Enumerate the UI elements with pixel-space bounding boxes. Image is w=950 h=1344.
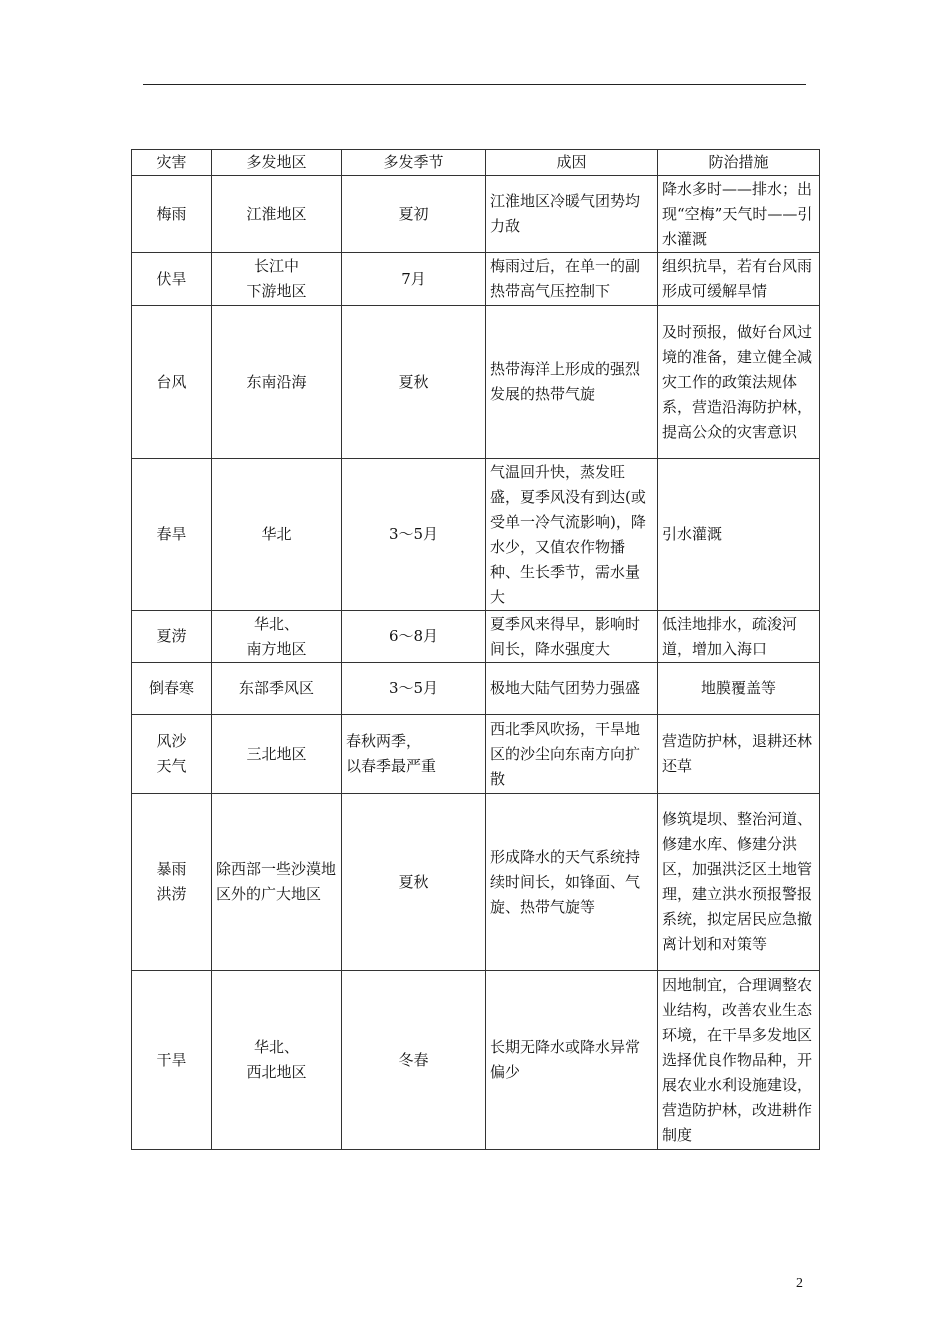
cause-cell: 江淮地区冷暖气团势均力敌: [486, 176, 658, 253]
region-cell: 华北: [212, 459, 342, 611]
measures-cell: 地膜覆盖等: [658, 663, 820, 715]
disaster-table: [131, 149, 820, 1150]
disaster-name-line: 天气: [156, 757, 187, 775]
region-line: 长江中: [253, 257, 299, 275]
table-row: [132, 253, 820, 306]
table-row: [132, 794, 820, 971]
table-row: [132, 611, 820, 663]
header-disaster: 灾害: [132, 150, 212, 176]
region-cell: 东部季风区: [212, 663, 342, 715]
disaster-name-line: 暴雨: [156, 860, 187, 878]
table-row: [132, 176, 820, 253]
header-region: 多发地区: [212, 150, 342, 176]
cause-cell: 形成降水的天气系统持续时间长，如锋面、气旋、热带气旋等: [486, 794, 658, 971]
disaster-name: 春旱: [132, 459, 212, 611]
measures-cell: 低洼地排水，疏浚河道，增加入海口: [658, 611, 820, 663]
header-measures: 防治措施: [658, 150, 820, 176]
table-row: [132, 715, 820, 794]
season-cell: 夏初: [342, 176, 486, 253]
season-cell: 夏秋: [342, 306, 486, 459]
season-cell: 6～8月: [342, 611, 486, 663]
disaster-name: 台风: [132, 306, 212, 459]
region-line: 华北、: [253, 614, 299, 633]
season-line: 以春季最严重: [346, 757, 437, 775]
season-cell: 3～5月: [342, 459, 486, 611]
table-row: [132, 663, 820, 715]
measures-cell: 营造防护林，退耕还林还草: [658, 715, 820, 794]
measures-cell: 降水多时——排水；出现“空梅”天气时——引水灌溉: [658, 176, 820, 253]
season-cell: 夏秋: [342, 794, 486, 971]
header-season: 多发季节: [342, 150, 486, 176]
region-cell: [212, 253, 342, 306]
table-header-row: [132, 150, 820, 176]
season-cell: 7月: [342, 253, 486, 306]
disaster-name: 梅雨: [132, 176, 212, 253]
cause-cell: 长期无降水或降水异常偏少: [486, 971, 658, 1150]
measures-cell: 修筑堤坝、整治河道、修建水库、修建分洪区，加强洪泛区土地管理，建立洪水预报警报系统，拟定居民应急撤离计划和对策等: [658, 794, 820, 971]
region-line: 南方地区: [246, 639, 307, 658]
season-cell: 3～5月: [342, 663, 486, 715]
table-row: [132, 306, 820, 459]
table-row: [132, 459, 820, 611]
disaster-name: [132, 715, 212, 794]
region-line: 西北地区: [246, 1063, 307, 1081]
disaster-name: 倒春寒: [132, 663, 212, 715]
disaster-name: 干旱: [132, 971, 212, 1150]
measures-cell: 及时预报，做好台风过境的准备，建立健全减灾工作的政策法规体系，营造沿海防护林，提高公众的灾害意识: [658, 306, 820, 459]
header-cause: 成因: [486, 150, 658, 176]
measures-cell: 组织抗旱，若有台风雨形成可缓解旱情: [658, 253, 820, 306]
region-cell: 东南沿海: [212, 306, 342, 459]
disaster-name: 伏旱: [132, 253, 212, 306]
region-cell: 江淮地区: [212, 176, 342, 253]
region-cell: 三北地区: [212, 715, 342, 794]
disaster-name-line: 风沙: [156, 732, 187, 750]
measures-cell: 引水灌溉: [658, 459, 820, 611]
measures-cell: 因地制宜，合理调整农业结构，改善农业生态环境，在干旱多发地区选择优良作物品种，开展农业水利设施建设，营造防护林，改进耕作制度: [658, 971, 820, 1150]
page-number: 2: [796, 1276, 803, 1291]
disaster-name-line: 洪涝: [156, 885, 187, 903]
disaster-name: [132, 794, 212, 971]
region-line: 下游地区: [246, 282, 307, 300]
region-cell: [212, 611, 342, 663]
cause-cell: 西北季风吹扬，干旱地区的沙尘向东南方向扩散: [486, 715, 658, 794]
table-row: [132, 971, 820, 1150]
region-cell: [212, 971, 342, 1150]
cause-cell: 梅雨过后，在单一的副热带高气压控制下: [486, 253, 658, 306]
cause-cell: 热带海洋上形成的强烈发展的热带气旋: [486, 306, 658, 459]
cause-cell: 夏季风来得早，影响时间长，降水强度大: [486, 611, 658, 663]
cause-cell: 气温回升快，蒸发旺盛，夏季风没有到达(或受单一冷气流影响)，降水少，又值农作物播种、生长季节，需水量大: [486, 459, 658, 611]
region-line: 华北、: [253, 1038, 299, 1056]
region-cell: 除西部一些沙漠地区外的广大地区: [212, 794, 342, 971]
season-line: 春秋两季，: [346, 732, 422, 750]
header-rule: [143, 84, 806, 85]
cause-cell: 极地大陆气团势力强盛: [486, 663, 658, 715]
season-cell: 冬春: [342, 971, 486, 1150]
season-cell: [342, 715, 486, 794]
disaster-name: 夏涝: [132, 611, 212, 663]
